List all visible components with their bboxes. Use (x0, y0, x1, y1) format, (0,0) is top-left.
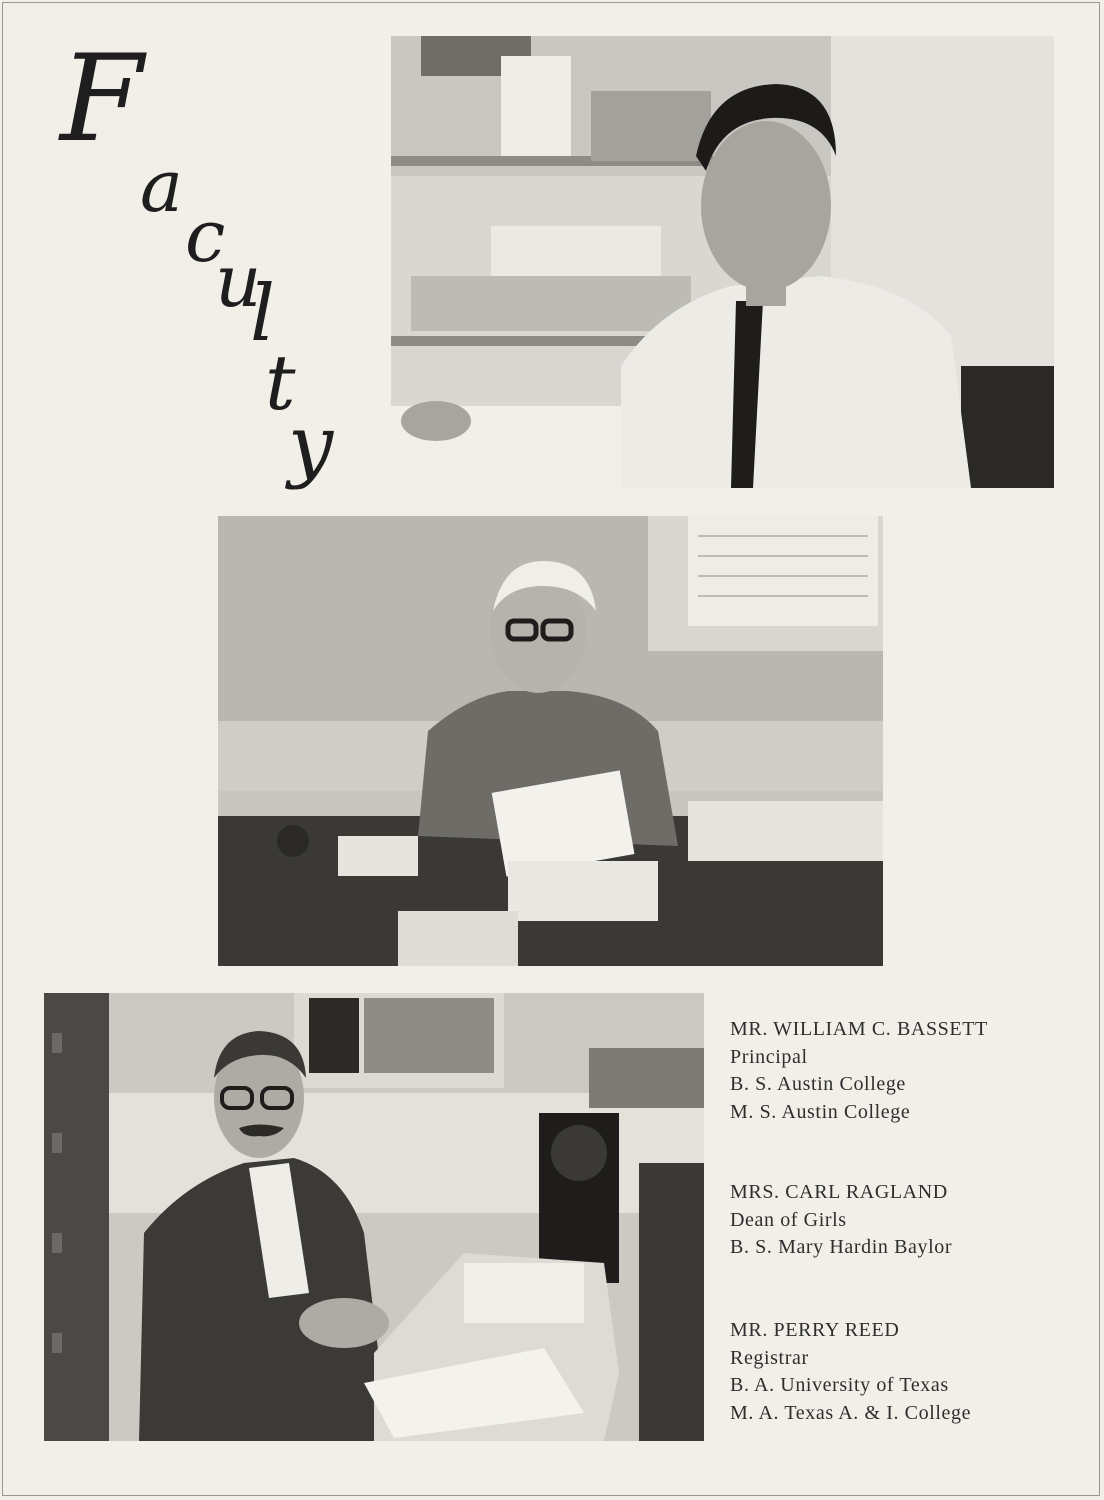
faculty-degree: B. S. Mary Hardin Baylor (730, 1236, 953, 1258)
photo-principal (391, 36, 1054, 488)
title-letter-u: u (215, 239, 262, 323)
title-letter-y: y (288, 398, 334, 491)
faculty-entry-bassett (730, 1016, 988, 1126)
photo-dean-of-girls (218, 516, 883, 966)
faculty-name: MR. PERRY REED (730, 1319, 900, 1341)
faculty-role: Registrar (730, 1346, 809, 1369)
title-letter-l: l (250, 269, 275, 359)
faculty-role: Principal (730, 1045, 808, 1068)
faculty-degree: M. S. Austin College (730, 1100, 911, 1123)
title-letter-f: F (60, 30, 144, 169)
title-letter-a: a (140, 144, 183, 228)
faculty-degree: B. S. Austin College (730, 1073, 906, 1095)
faculty-entry-reed (730, 1317, 971, 1427)
faculty-name: MR. WILLIAM C. BASSETT (730, 1018, 988, 1040)
faculty-name: MRS. CARL RAGLAND (730, 1181, 948, 1203)
faculty-role: Dean of Girls (730, 1208, 847, 1231)
title-letter-t: t (265, 338, 296, 427)
faculty-degree: M. A. Texas A. & I. College (730, 1401, 972, 1424)
photo-registrar (44, 993, 704, 1441)
faculty-degree: B. A. University of Texas (730, 1374, 949, 1396)
faculty-entry-ragland (730, 1179, 952, 1262)
title-letter-c: c (185, 194, 226, 278)
